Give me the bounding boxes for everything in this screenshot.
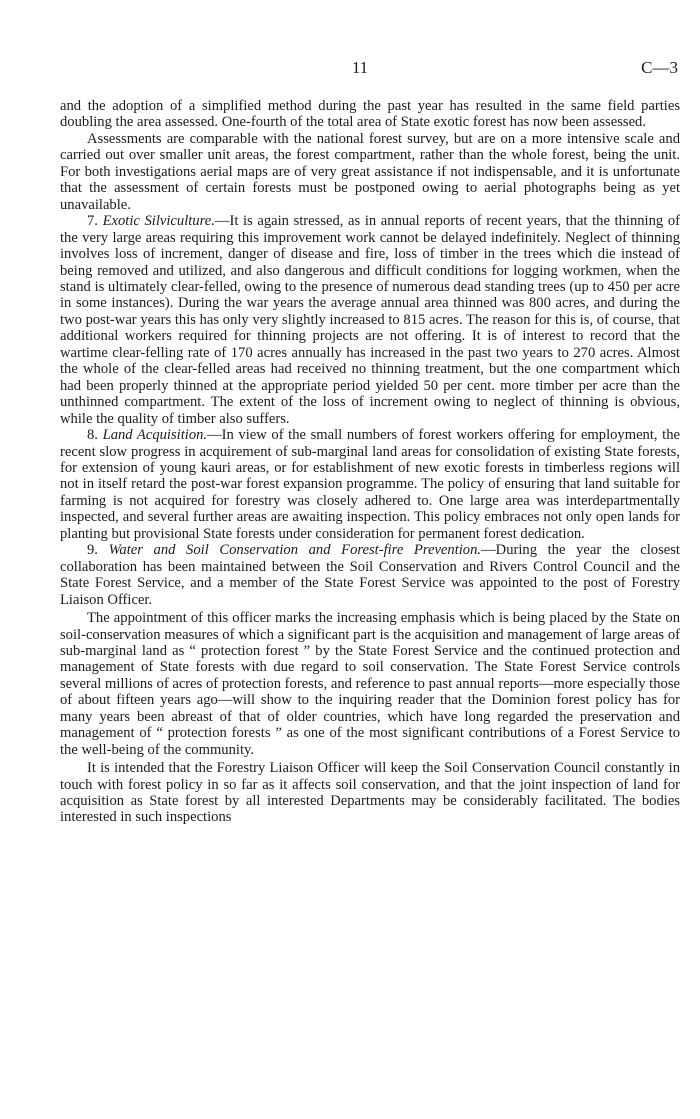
paragraph-text: Assessments are comparable with the national forest survey, but are on a more intensive scale and carried out over smaller unit areas, the forest compartment, rather than the whole forest, being the unit. For both investigations aerial maps are of very great assistance if not indispensable, and it is unfortunate that the assessment of certain forests must be postponed owing to aerial photographs being as yet unavailable. — [60, 130, 680, 213]
section-exotic-silviculture — [60, 213, 680, 427]
paragraph-assessments — [60, 131, 680, 213]
section-land-acquisition — [60, 427, 680, 542]
section-number: 8. — [87, 427, 98, 444]
section-heading: Exotic Silviculture. — [102, 213, 215, 230]
page-number: 11 — [351, 58, 369, 77]
section-heading: Water and Soil Conservation and Forest-fire Prevention. — [108, 542, 482, 559]
paragraph-text: —In view of the small numbers of forest workers offering for employment, the recent slow progress in acquirement of sub-marginal land areas for consolidation of existing State forests, for extension of young kauri areas, or for establishment of new exotic forests in timberless regions will not in itself retard the post-war forest expansion programme. The policy of ensuring that land suitable for farming is not acquired for forestry was closely adhered to. One large area was interdepartmentally inspected, and several further areas are awaiting inspection. This policy embraces not only open lands for planting but provisional State forests under consideration for permanent forest dedication. — [60, 427, 680, 542]
section-water-soil-conservation — [60, 542, 680, 608]
page-reference: C—3 — [641, 58, 678, 77]
paragraph-continuation — [60, 98, 680, 131]
body-text — [60, 98, 680, 826]
paragraph-text: The appointment of this officer marks the increasing emphasis which is being placed by the State on soil-conservation measures of which a significant part is the acquisition and management of large areas of sub-marginal land as “ protection forest ” by the State Forest Service and the continued protection and management of State forests with due regard to soil conservation. The State Forest Service controls several millions of acres of protection forests, and reference to past annual reports—more especially those of about fifteen years ago—will show to the inquiring reader that the Dominion forest policy has for many years been abreast of that of older countries, which have long regarded the preservation and management of “ protection forests ” as one of the most significant contributions of a Forest Service to the well-being of the community. — [60, 610, 680, 758]
paragraph-text: It is intended that the Forestry Liaison Officer will keep the Soil Conservation Council constantly in touch with forest policy in so far as it affects soil conservation, and that the joint inspection of land for acquisition as State forest by all interested Departments may be considerably facilitated. The bodies interested in such inspections — [60, 760, 680, 826]
section-heading: Land Acquisition. — [102, 427, 208, 444]
paragraph-text: and the adoption of a simplified method during the past year has resulted in the same field parties doubling the area assessed. One-fourth of the total area of State exotic forest has now been assessed. — [60, 98, 680, 131]
section-number: 9. — [87, 542, 98, 559]
paragraph-text: —It is again stressed, as in annual reports of recent years, that the thinning of the very large areas requiring this improvement work cannot be delayed indefinitely. Neglect of thinning involves loss of increment, danger of disease and fire, loss of timber in the trees which die instead of being removed and utilized, and also dangerous and difficult conditions for logging workmen, when the stand is ultimately clear-felled, owing to the presence of numerous dead standing trees (up to 450 per acre in some instances). During the war years the average annual area thinned was 800 acres, and during the two post-war years this has only very slightly increased to 815 acres. The reason for this is, of course, that additional workers required for thinning projects are not offering. It is of interest to record that the wartime clear-felling rate of 170 acres annually has increased in the past two years to 270 acres. Almost the whole of the clear-felled areas had received no thinning treatment, but the one compartment which had been properly thinned at the appropriate period yielded 50 per cent. more timber per acre than the unthinned compartment. The extent of the loss of increment owing to neglect of thinning is obvious, while the quality of timber also suffers. — [60, 213, 680, 427]
paragraph-text: —During the year the closest collaboration has been maintained between the Soil Conservation and Rivers Control Council and the State Forest Service, and a member of the State Forest Service was appointed to the post of Forestry Liaison Officer. — [60, 542, 680, 608]
section-number: 7. — [87, 213, 98, 230]
paragraph-appointment — [60, 610, 680, 758]
paragraph-liaison-officer — [60, 760, 680, 826]
